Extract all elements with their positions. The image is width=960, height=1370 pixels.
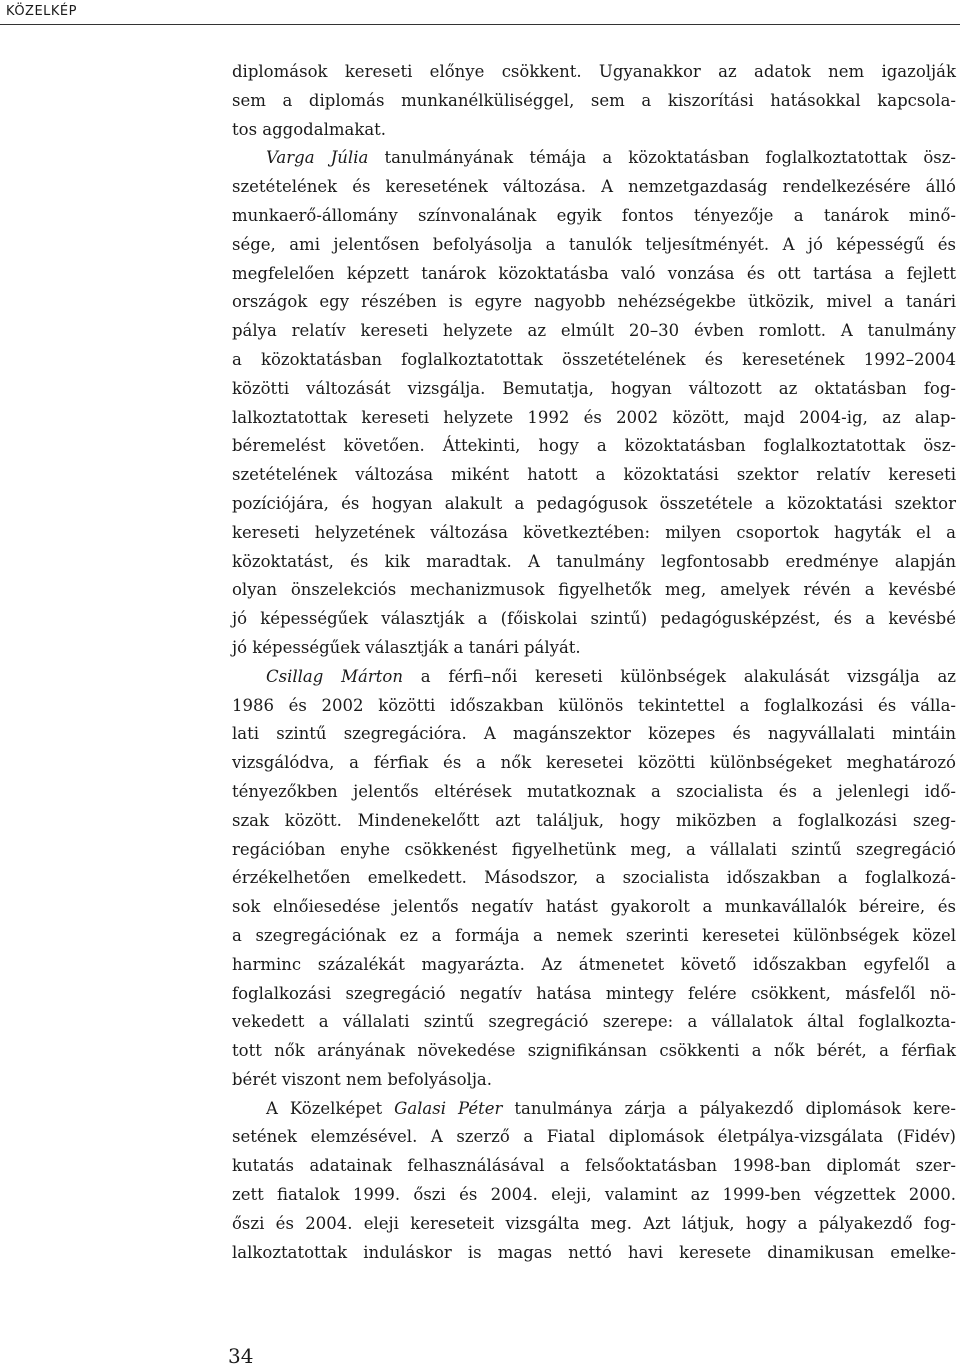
- running-head: KÖZELKÉP: [6, 4, 77, 19]
- text-line: a szegregációnak ez a formája a nemek szerinti keresetei különbségek közel: [232, 925, 956, 945]
- author-name: Varga Júlia: [266, 148, 369, 168]
- text-line: foglalkozási szegregáció negatív hatása mintegy felére csökkent, másfelől nö-: [232, 983, 956, 1003]
- text-line: érzékelhetően emelkedett. Másodszor, a szocialista időszakban a foglalkozá-: [232, 868, 956, 888]
- text-line: szak között. Mindenekelőtt azt találjuk, hogy miközben a foglalkozási szeg-: [232, 810, 956, 830]
- text-line: pálya relatív kereseti helyzete az elmúlt 20–30 évben romlott. A tanulmány: [232, 321, 956, 341]
- text-line: közoktatást, és kik maradtak. A tanulmány legfontosabb eredménye alapján: [232, 551, 956, 571]
- text-line: pozíciójára, és hogyan alakult a pedagógusok összetétele a közoktatási szektor: [232, 493, 956, 513]
- text-line: Varga Júlia tanulmányának témája a közoktatásban foglalkoztatottak ösz-: [266, 148, 956, 168]
- text-line: olyan önszelekciós mechanizmusok figyelhetők meg, amelyek révén a kevésbé: [232, 580, 956, 600]
- text-line: sége, ami jelentősen befolyásolja a tanulók teljesítményét. A jó képességű és: [232, 234, 956, 254]
- text-line: tos aggodalmakat.: [232, 119, 387, 139]
- text-line: vizsgálódva, a férfiak és a nők keresetei közötti különbségeket meghatározó: [232, 753, 956, 773]
- text-line: bérét viszont nem befolyásolja.: [232, 1069, 493, 1089]
- text-line: szetételének és keresetének változása. A nemzetgazdaság rendelkezésére álló: [232, 177, 956, 197]
- author-name: Csillag Márton: [266, 666, 403, 686]
- text-line: setének elemzésével. A szerző a Fiatal diplomások életpálya-vizsgálata (Fidév): [232, 1127, 956, 1147]
- text-line: kereseti helyzetének változása következtében: milyen csoportok hagyták el a: [232, 522, 956, 542]
- text-line: Csillag Márton a férfi–női kereseti különbségek alakulását vizsgálja az: [266, 666, 956, 686]
- page-number: 34: [228, 1344, 254, 1368]
- text-line: A Közelképet Galasi Péter tanulmánya zárja a pályakezdő diplomások kere-: [266, 1098, 956, 1118]
- body-text: [232, 58, 956, 1267]
- text-line: országok egy részében is egyre nagyobb nehézségekbe ütközik, mivel a tanári: [232, 292, 956, 312]
- text-line: zett fiatalok 1999. őszi és 2004. eleji, valamint az 1999-ben végzettek 2000.: [232, 1185, 956, 1205]
- text-line: sok elnőiesedése jelentős negatív hatást gyakorolt a munkavállalók béreire, és: [232, 897, 956, 917]
- text-line: jó képességűek választják a tanári pályát.: [232, 637, 581, 657]
- text-line: lati szintű szegregációra. A magánszektor közepes és nagyvállalati mintáin: [232, 724, 956, 744]
- text-line: munkaerő-állomány színvonalának egyik fontos tényezője a tanárok minő-: [232, 205, 956, 225]
- text-line: vekedett a vállalati szintű szegregáció szerepe: a vállalatok által foglalkozta-: [232, 1012, 956, 1032]
- text-line: 1986 és 2002 közötti időszakban különös tekintettel a foglalkozási és válla-: [232, 695, 956, 715]
- text-line: sem a diplomás munkanélküliséggel, sem a kiszorítási hatásokkal kapcsola-: [232, 90, 956, 110]
- text-line: jó képességűek választják a (főiskolai szintű) pedagógusképzést, és a kevésbé: [232, 609, 956, 629]
- text-line: szetételének változása miként hatott a közoktatási szektor relatív kereseti: [232, 465, 956, 485]
- text-line: lalkoztatottak kereseti helyzete 1992 és 2002 között, majd 2004-ig, az alap-: [232, 407, 956, 427]
- text-line: diplomások kereseti előnye csökkent. Ugyanakkor az adatok nem igazolják: [232, 62, 956, 81]
- text-line: tényezőkben jelentős eltérések mutatkoznak a szocialista és a jelenlegi idő-: [232, 781, 956, 801]
- text-line: regációban enyhe csökkenést figyelhetünk meg, a vállalati szintű szegregáció: [232, 839, 956, 859]
- text-line: közötti változását vizsgálja. Bemutatja, hogyan változott az oktatásban fog-: [232, 378, 956, 398]
- text-line: harminc százalékát magyarázta. Az átmenetet követő időszakban egyfelől a: [232, 954, 956, 974]
- header-rule: [0, 24, 960, 25]
- text-line: a közoktatásban foglalkoztatottak összetételének és keresetének 1992–2004: [232, 349, 956, 369]
- author-name: Galasi Péter: [394, 1098, 503, 1118]
- text-line: béremelést követően. Áttekinti, hogy a közoktatásban foglalkoztatottak ösz-: [232, 436, 956, 456]
- text-line: megfelelően képzett tanárok közoktatásba való vonzása és ott tartása a fejlett: [232, 263, 956, 283]
- text-line: őszi és 2004. eleji kereseteit vizsgálta meg. Azt látjuk, hogy a pályakezdő fog-: [232, 1213, 956, 1233]
- text-line: kutatás adatainak felhasználásával a felsőoktatásban 1998-ban diplomát szer-: [232, 1156, 956, 1176]
- text-line: lalkoztatottak induláskor is magas nettó havi keresete dinamikusan emelke-: [232, 1242, 956, 1262]
- text-line: tott nők arányának növekedése szignifikánsan csökkenti a nők bérét, a férfiak: [232, 1041, 956, 1061]
